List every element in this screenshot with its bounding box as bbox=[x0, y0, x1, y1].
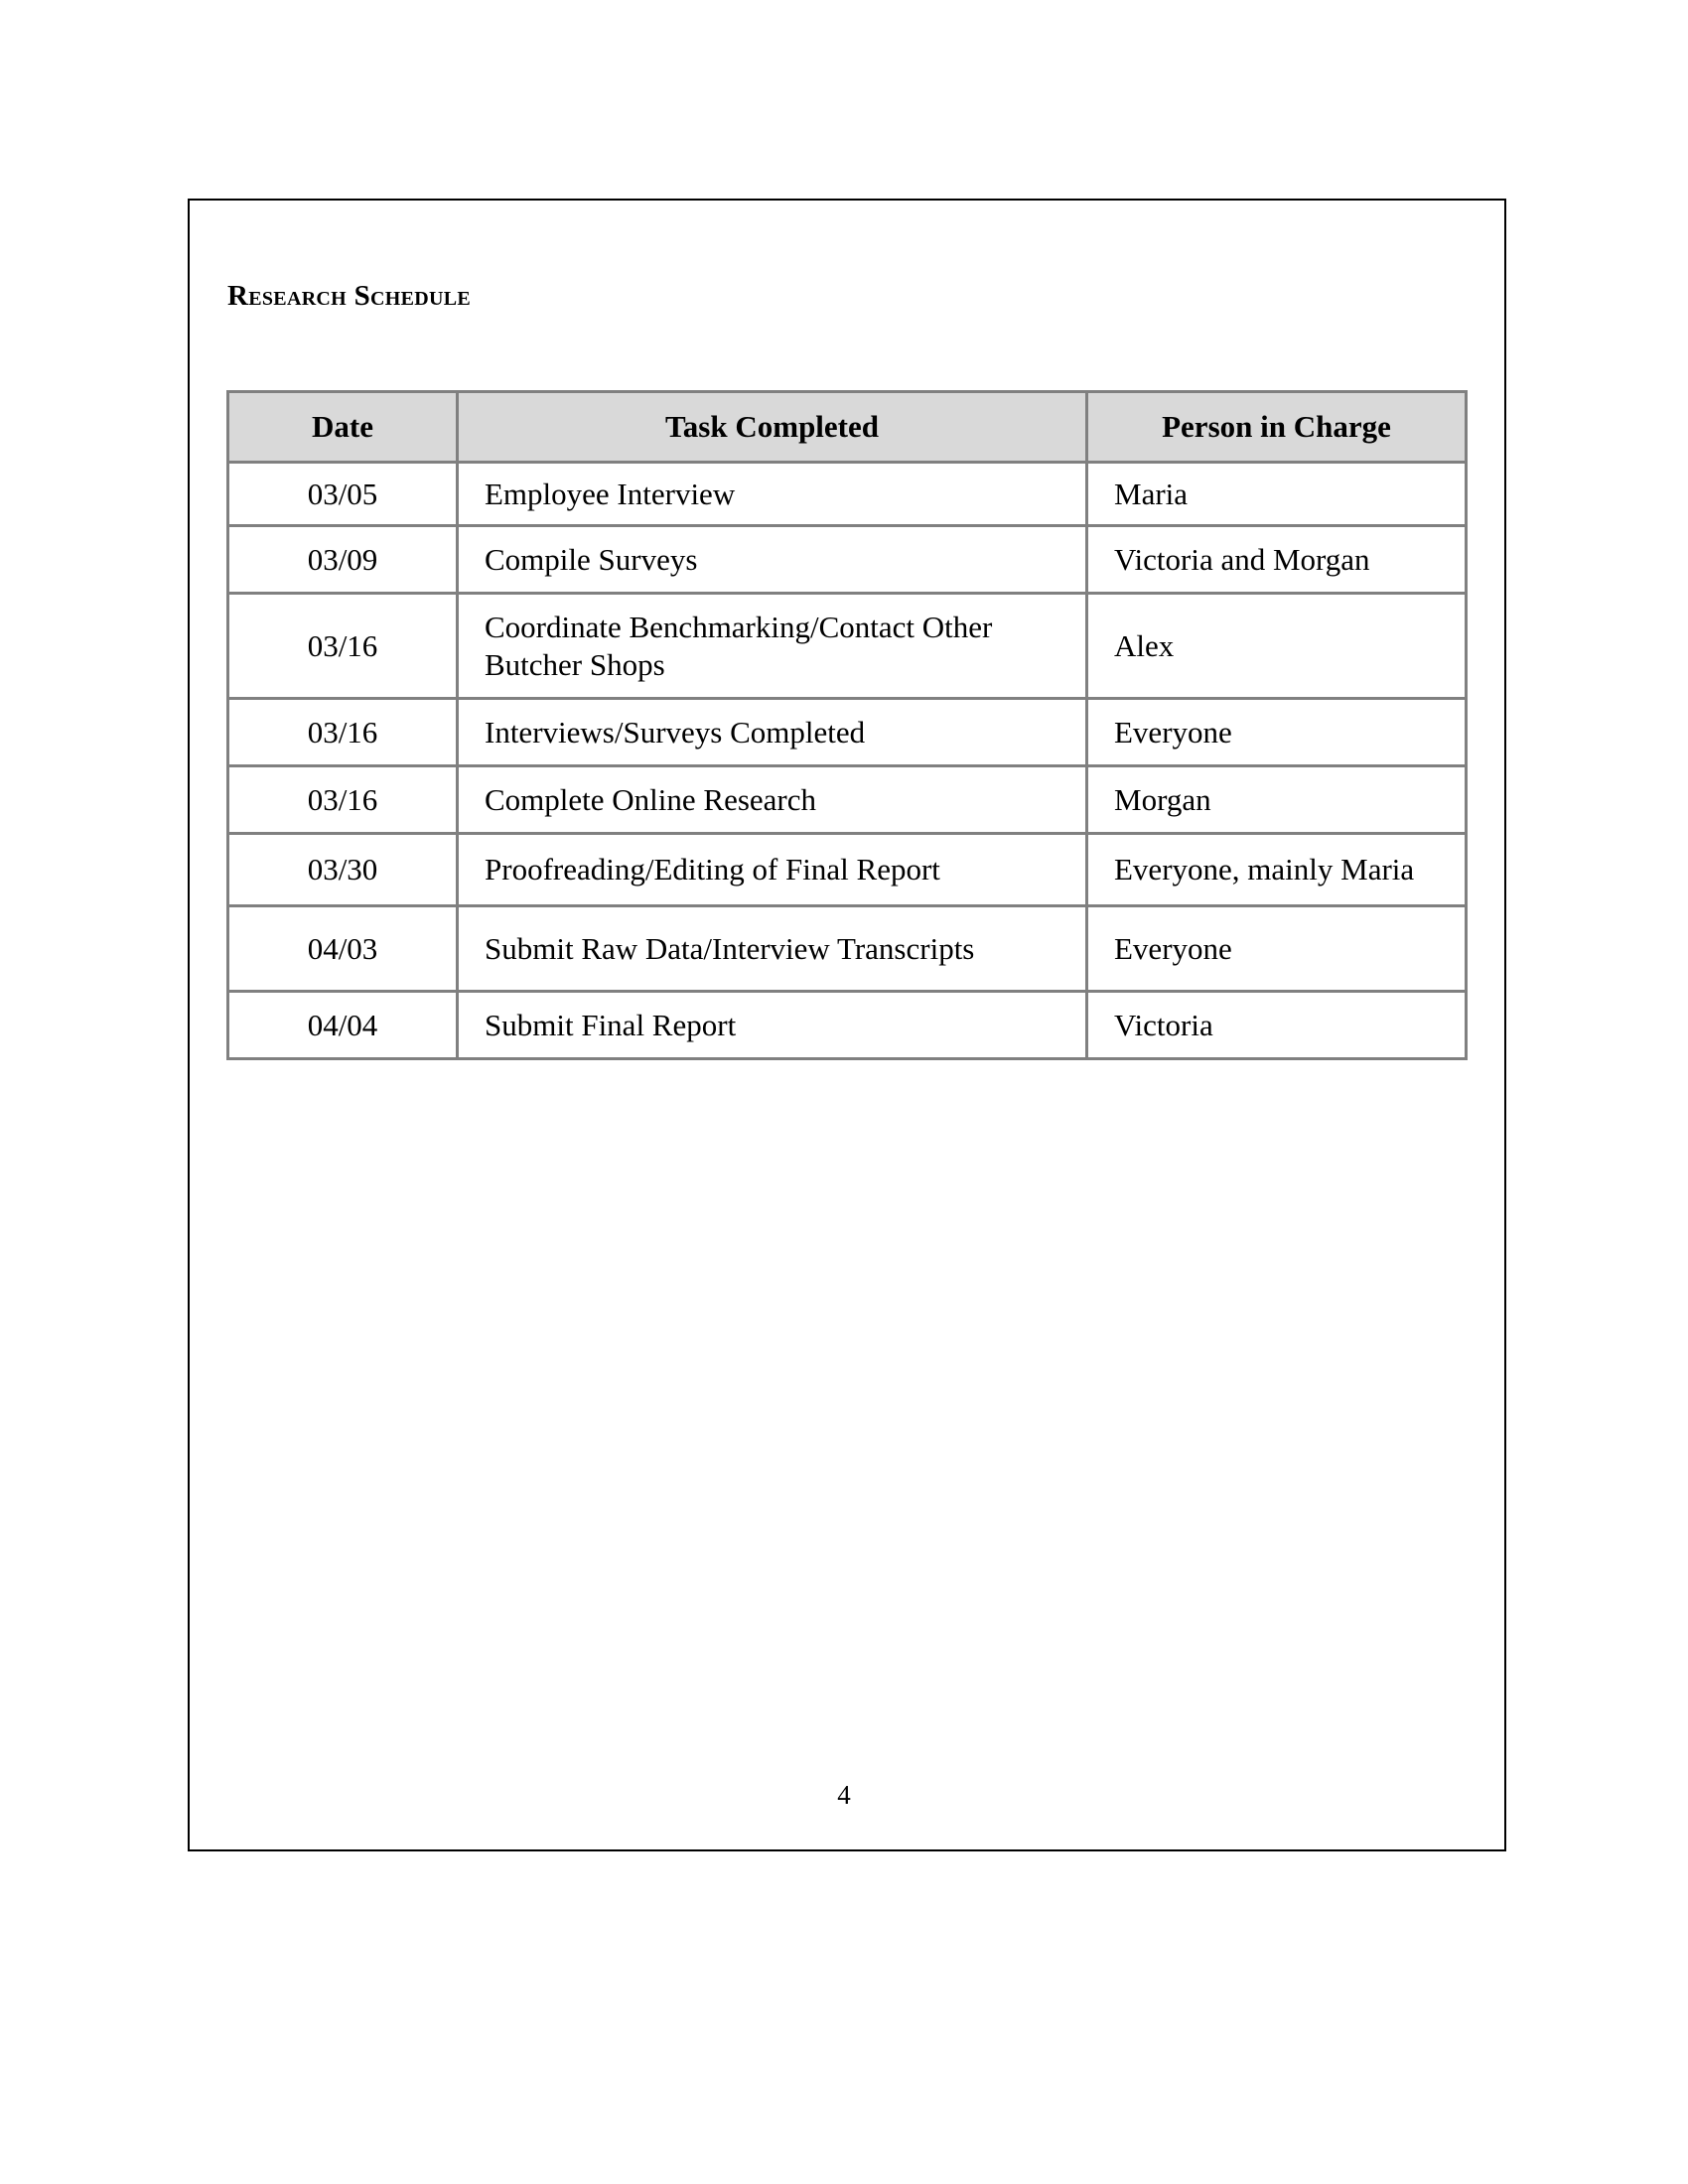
date-cell: 03/16 bbox=[228, 699, 458, 766]
task-cell: Interviews/Surveys Completed bbox=[458, 699, 1087, 766]
task-cell: Submit Final Report bbox=[458, 992, 1087, 1059]
person-cell: Alex bbox=[1087, 594, 1467, 699]
task-cell: Submit Raw Data/Interview Transcripts bbox=[458, 906, 1087, 992]
header-date: Date bbox=[228, 392, 458, 463]
table-row bbox=[228, 594, 1467, 699]
person-cell: Everyone bbox=[1087, 906, 1467, 992]
table-row bbox=[228, 699, 1467, 766]
task-cell: Employee Interview bbox=[458, 463, 1087, 526]
date-cell: 03/05 bbox=[228, 463, 458, 526]
section-heading: Research Schedule bbox=[227, 280, 472, 312]
date-cell: 03/09 bbox=[228, 526, 458, 594]
table-header-row bbox=[228, 392, 1467, 463]
person-cell: Everyone bbox=[1087, 699, 1467, 766]
date-cell: 03/16 bbox=[228, 766, 458, 834]
research-schedule-table bbox=[226, 390, 1468, 1060]
task-cell: Proofreading/Editing of Final Report bbox=[458, 834, 1087, 906]
table-row bbox=[228, 992, 1467, 1059]
table-row bbox=[228, 463, 1467, 526]
person-cell: Maria bbox=[1087, 463, 1467, 526]
date-cell: 04/04 bbox=[228, 992, 458, 1059]
date-cell: 04/03 bbox=[228, 906, 458, 992]
task-cell: Coordinate Benchmarking/Contact Other Butcher Shops bbox=[458, 594, 1087, 699]
table-row bbox=[228, 766, 1467, 834]
task-cell: Complete Online Research bbox=[458, 766, 1087, 834]
person-cell: Victoria and Morgan bbox=[1087, 526, 1467, 594]
person-cell: Morgan bbox=[1087, 766, 1467, 834]
page-number: 4 bbox=[837, 1780, 851, 1810]
task-cell: Compile Surveys bbox=[458, 526, 1087, 594]
table-row bbox=[228, 526, 1467, 594]
header-person-in-charge: Person in Charge bbox=[1087, 392, 1467, 463]
header-task-completed: Task Completed bbox=[458, 392, 1087, 463]
person-cell: Everyone, mainly Maria bbox=[1087, 834, 1467, 906]
person-cell: Victoria bbox=[1087, 992, 1467, 1059]
date-cell: 03/30 bbox=[228, 834, 458, 906]
table-row bbox=[228, 906, 1467, 992]
date-cell: 03/16 bbox=[228, 594, 458, 699]
table-row bbox=[228, 834, 1467, 906]
